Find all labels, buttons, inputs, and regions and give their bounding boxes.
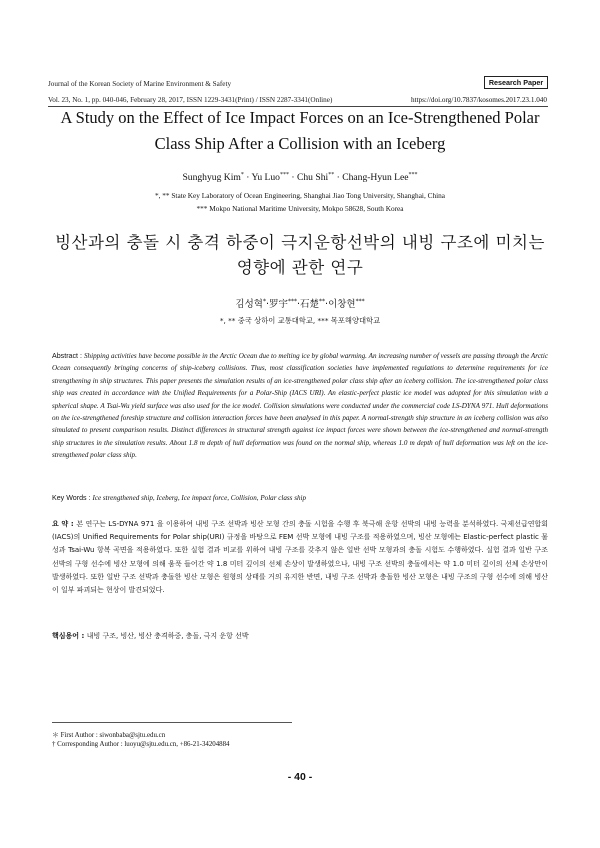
author-separator: · xyxy=(296,299,301,310)
korean-author-name: 罗宇 xyxy=(268,299,288,310)
author-mark: *** xyxy=(287,297,297,305)
author-list xyxy=(40,172,560,183)
keywords xyxy=(52,494,306,502)
author-mark: *** xyxy=(408,172,418,178)
author-mark: * xyxy=(262,297,266,305)
footnote-rule xyxy=(52,722,292,723)
korean-affiliation: *, ** 중국 상하이 교통대학교, *** 목포해양대학교 xyxy=(219,316,381,325)
korean-author-name: 이창현 xyxy=(328,299,356,310)
author-separator: · xyxy=(265,299,269,310)
author-name: Chang-Hyun Lee xyxy=(342,172,409,184)
keywords-text: Ice strengthened ship, Iceberg, Ice impact force, Collision, Polar class ship xyxy=(92,494,307,502)
keywords-label: Key Words : xyxy=(52,494,93,502)
author-mark: *** xyxy=(279,172,289,178)
abstract-label: Abstract : xyxy=(52,352,84,360)
corresponding-author-footnote: † Corresponding Author : luoyu@sjtu.edu.cn, +86-21-34204884 xyxy=(52,741,230,748)
volume-info: Vol. 23, No. 1, pp. 040-046, February 28, 2017, ISSN 1229-3431(Print) / ISSN 2287-3341(Online) xyxy=(48,96,333,104)
author-name: Yu Luo xyxy=(251,172,280,184)
page-number: - 40 - xyxy=(287,771,313,783)
korean-title-line-2: 영향에 관한 연구 xyxy=(236,258,364,277)
first-author-footnote: ＊ First Author : siwonbaba@sjtu.edu.cn xyxy=(52,732,166,739)
author-mark: ** xyxy=(328,172,335,178)
paper-title-line-1: A Study on the Effect of Ice Impact Forces on an Ice-Strengthened Polar xyxy=(60,108,540,127)
paper-title-line-2: Class Ship After a Collision with an Iceberg xyxy=(154,134,446,153)
affiliation-line-2: *** Mokpo National Maritime University, Mokpo 58628, South Korea xyxy=(196,204,404,213)
korean-author-name: 石楚 xyxy=(300,299,320,310)
abstract xyxy=(52,350,548,462)
author-separator: · xyxy=(243,172,252,184)
korean-keywords xyxy=(52,631,249,641)
korean-abstract-label: 요 약 : xyxy=(52,520,77,528)
author-separator: · xyxy=(334,172,343,184)
korean-title-line-1: 빙산과의 충돌 시 충격 하중이 극지운항선박의 내빙 구조에 미치는 xyxy=(55,233,545,252)
author-separator: · xyxy=(325,299,329,310)
author-mark: ** xyxy=(319,297,326,305)
author-mark: *** xyxy=(355,297,365,305)
journal-name: Journal of the Korean Society of Marine Environment & Safety xyxy=(48,80,232,88)
korean-keywords-text: 내빙 구조, 빙산, 빙산 충격하중, 충돌, 극지 운항 선박 xyxy=(86,632,249,640)
affiliation-line-1: *, ** State Key Laboratory of Ocean Engineering, Shanghai Jiao Tong University, Shanghai, China xyxy=(154,191,446,200)
author-name: Sunghyug Kim xyxy=(182,172,241,184)
author-name: Chu Shi xyxy=(296,172,329,184)
research-paper-badge: Research Paper xyxy=(484,76,548,89)
author-separator: · xyxy=(288,172,297,184)
korean-author-name: 김성혁 xyxy=(235,299,263,310)
korean-author-list xyxy=(40,296,560,310)
korean-keywords-label: 핵심용어 : xyxy=(52,632,87,640)
abstract-text: Shipping activities have become possible in the Arctic Ocean due to melting ice by global warming. An increasing number of vessels are passing through the Arctic Ocean consequently bringing concerns of ship-iceberg collisions. Thus, most classification societies have implemented regulations to determine requirements for ice strengthening in ship structures. This paper presents the simulation results of an ice-strengthened polar class ship after an iceberg collision. The ice-strengthened polar class ship was created in accordance with the Unified Requirements for a Polar-Ship (IACS URI). An elastic-perfect plastic ice model was adopted for this simulation with a spherical shape. A Tsai-Wu yield surface was also used for the ice model. Collision simulations were conducted under the commercial code LS-DYNA 971. Hull deformations on the ice-strengthened foreship structure and collision interaction forces have been analysed in this paper. A normal-strength ship structure in an iceberg collision was also simulated to present comparison results. Distinct differences in structural strength against ice impact forces were shown between the ice-strengthened and normal-strength ship structures in the simulation results. About 1.8 m depth of hull deformation was found on the normal ship, whereas 1.0 m depth of hull deformation was left on the ice-strengthened polar class ship. xyxy=(52,352,548,460)
doi-link[interactable]: https://doi.org/10.7837/kosomes.2017.23.1.040 xyxy=(410,96,547,104)
author-mark: * xyxy=(240,172,244,178)
korean-abstract-text: 본 연구는 LS-DYNA 971 을 이용하여 내빙 구조 선박과 빙산 모형 간의 충돌 시험을 수행 후 북극해 운항 선박의 내빙 능력을 분석하였다. 국제선급연합회(IACS)의 Unified Requirements for Polar ship(URI) 규정을 바탕으로 FEM 선박 모형에 내빙 구조를 적용하였으며, 빙산 모형에는 Elastic-perfect plastic 물성과 Tsai-Wu 항복 곡면을 적용하였다. 또한 실험 결과 비교를 위하여 내빙 구조를 갖추지 않은 일반 선박 모형과의 충돌 시험도 수행하였다. 실험 결과 일반 구조 선박의 구형 선수에 빙산 모형에 의해 움푹 들어간 약 1.8 미터 깊이의 선체 손상이 발생하였으나, 내빙 구조 선박의 충돌에서는 약 1.0 미터 깊이의 선체 손상만이 발생하였다. 또한 일반 구조 선박과 충돌한 빙산 모형은 원형의 상태를 거의 유지한 반면, 내빙 구조 선박과 충돌한 빙산 모형은 내빙 구조의 구형 선수에 의해 빙산이 일부 파괴되는 현상이 발견되었다. xyxy=(52,520,548,595)
korean-abstract xyxy=(52,518,548,597)
